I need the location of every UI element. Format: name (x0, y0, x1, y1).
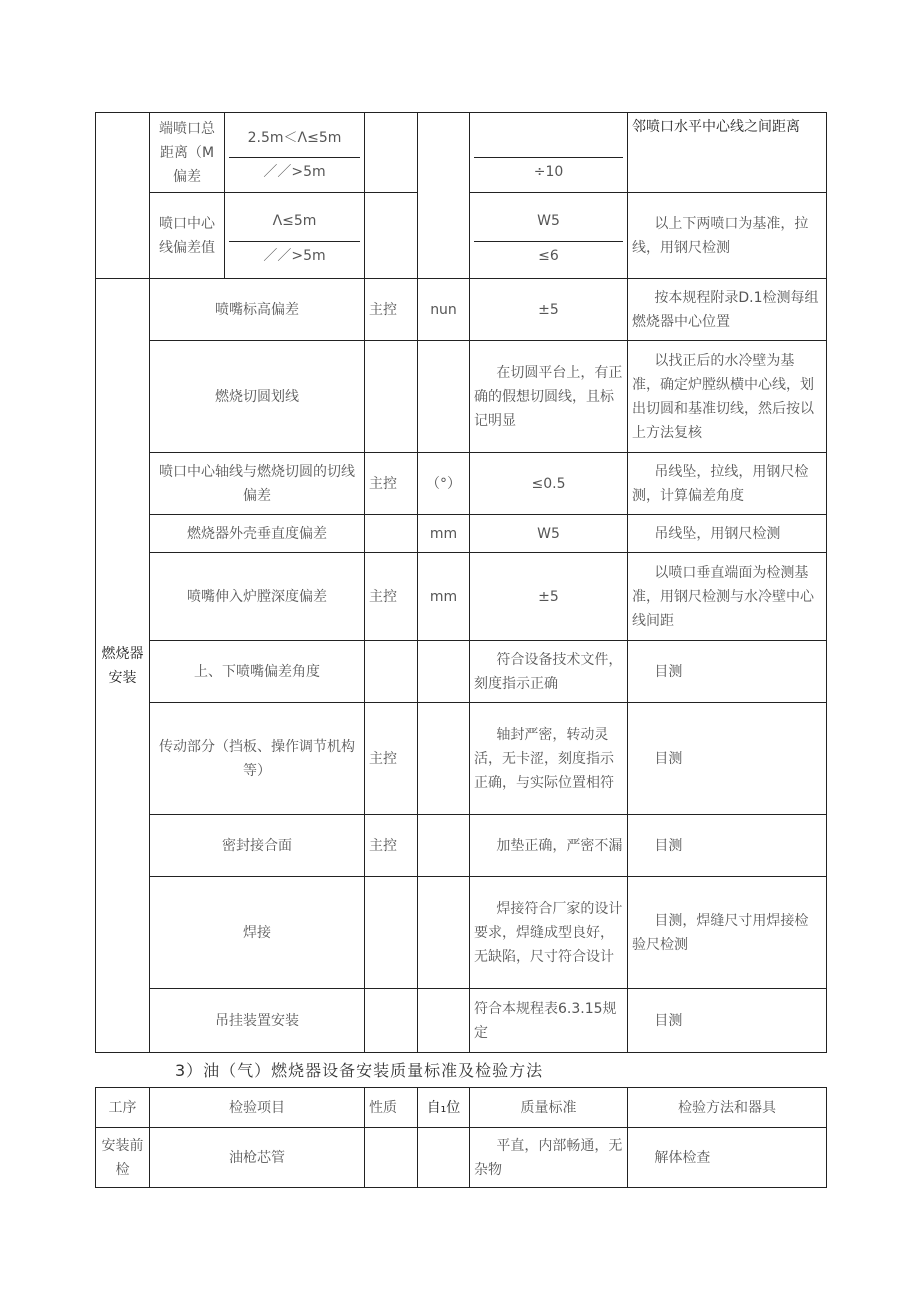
method-cell: 目测 (628, 641, 827, 703)
header-standard: 质量标准 (470, 1088, 628, 1128)
method-cell: 目测 (628, 703, 827, 815)
unit-cell-shared (418, 113, 470, 279)
standard-b: ≤6 (538, 247, 559, 264)
header-stage: 工序 (96, 1088, 150, 1128)
table-row (96, 113, 827, 193)
standard-cell: 符合本规程表6.3.15规定 (470, 989, 628, 1053)
nature-cell: 主控 (365, 815, 418, 877)
section-caption: 3）油（气）燃烧器设备安装质量标准及检验方法 (175, 1061, 544, 1080)
unit-cell: mm (418, 515, 470, 553)
nature-cell (365, 341, 418, 453)
nature-cell: 主控 (365, 703, 418, 815)
item-cell: 焊接 (150, 877, 365, 989)
table-row (96, 341, 827, 453)
method-cell: 目测，焊缝尺寸用焊接检验尺检测 (628, 877, 827, 989)
stage-cell (96, 279, 150, 1053)
unit-cell: mm (418, 553, 470, 641)
table-row (96, 877, 827, 989)
standard-cell: 在切圆平台上，有正确的假想切圆线，且标记明显 (470, 341, 628, 453)
unit-cell (418, 989, 470, 1053)
method-cell: 以上下两喷口为基准，拉线，用钢尺检测 (628, 193, 827, 279)
nature-cell (365, 193, 418, 279)
item-cell: 喷口中心轴线与燃烧切圆的切线偏差 (150, 453, 365, 515)
unit-cell (418, 877, 470, 989)
table-row (96, 1128, 827, 1188)
condition-b: ／／>5m (263, 163, 326, 180)
item-cell: 燃烧切圆划线 (150, 341, 365, 453)
standard-cell (470, 113, 628, 193)
item-cell: 燃烧器外壳垂直度偏差 (150, 515, 365, 553)
header-row (96, 1088, 827, 1128)
method-cell: 目测 (628, 989, 827, 1053)
stage-label-line1: 燃烧器 (101, 645, 144, 662)
table-row (96, 989, 827, 1053)
oil-gas-burner-table (95, 1087, 827, 1188)
standard-b: ÷10 (533, 163, 564, 180)
nature-cell (365, 877, 418, 989)
nature-cell: 主控 (365, 553, 418, 641)
item-cell: 吊挂装置安装 (150, 989, 365, 1053)
stage-cell-blank (96, 113, 150, 279)
header-nature: 性质 (365, 1088, 418, 1128)
item-cell: 喷嘴伸入炉膛深度偏差 (150, 553, 365, 641)
standard-a: W5 (474, 201, 623, 241)
unit-cell: （°） (418, 453, 470, 515)
unit-cell (418, 703, 470, 815)
condition-a: Λ≤5m (229, 201, 360, 241)
standard-cell: 焊接符合厂家的设计要求，焊缝成型良好，无缺陷，尺寸符合设计 (470, 877, 628, 989)
table-row (96, 815, 827, 877)
nature-cell (365, 515, 418, 553)
nature-cell: 主控 (365, 279, 418, 341)
item-cell: 密封接合面 (150, 815, 365, 877)
header-item: 检验项目 (150, 1088, 365, 1128)
nature-cell (365, 1128, 418, 1188)
standard-cell: 符合设备技术文件，刻度指示正确 (470, 641, 628, 703)
unit-cell (418, 815, 470, 877)
standard-cell: 平直，内部畅通，无杂物 (470, 1128, 628, 1188)
nature-cell: 主控 (365, 453, 418, 515)
table-row (96, 453, 827, 515)
method-cell: 吊线坠，用钢尺检测 (628, 515, 827, 553)
table-row (96, 553, 827, 641)
method-cell: 邻喷口水平中心线之间距离 (628, 113, 827, 193)
standard-cell: 轴封严密，转动灵活，无卡涩，刻度指示正确，与实际位置相符 (470, 703, 628, 815)
header-method: 检验方法和器具 (628, 1088, 827, 1128)
unit-cell (418, 341, 470, 453)
unit-cell (418, 1128, 470, 1188)
unit-cell (418, 641, 470, 703)
item-cell: 传动部分（挡板、操作调节机构等） (150, 703, 365, 815)
standard-cell (470, 193, 628, 279)
method-cell: 吊线坠，拉线，用钢尺检测，计算偏差角度 (628, 453, 827, 515)
method-cell: 按本规程附录D.1检测每组燃烧器中心位置 (628, 279, 827, 341)
table-row (96, 641, 827, 703)
standard-cell: ≤0.5 (470, 453, 628, 515)
nature-cell (365, 641, 418, 703)
header-unit: 自₁位 (418, 1088, 470, 1128)
condition-a: 2.5m＜Λ≤5m (229, 119, 360, 157)
item-cell: 端喷口总距离（M偏差 (150, 113, 225, 193)
condition-b: ／／>5m (263, 247, 326, 264)
table-row (96, 279, 827, 341)
item-cell: 喷嘴标高偏差 (150, 279, 365, 341)
item-cell: 上、下喷嘴偏差角度 (150, 641, 365, 703)
standard-cell: ±5 (470, 279, 628, 341)
unit-cell: nun (418, 279, 470, 341)
stage-cell: 安装前检 (96, 1128, 150, 1188)
method-cell: 以喷口垂直端面为检测基准，用钢尺检测与水冷壁中心线间距 (628, 553, 827, 641)
burner-installation-table (95, 112, 827, 1053)
nature-cell (365, 989, 418, 1053)
standard-cell: W5 (470, 515, 628, 553)
item-cell: 油枪芯管 (150, 1128, 365, 1188)
method-cell: 以找正后的水冷壁为基准，确定炉膛纵横中心线，划出切圆和基准切线，然后按以上方法复核 (628, 341, 827, 453)
table-row (96, 703, 827, 815)
condition-cell (225, 193, 365, 279)
standard-cell: ±5 (470, 553, 628, 641)
standard-cell: 加垫正确，严密不漏 (470, 815, 628, 877)
method-cell: 解体检查 (628, 1128, 827, 1188)
stage-label-line2: 安装 (108, 669, 137, 686)
nature-cell (365, 113, 418, 193)
table-row (96, 515, 827, 553)
condition-cell (225, 113, 365, 193)
method-cell: 目测 (628, 815, 827, 877)
item-cell: 喷口中心线偏差值 (150, 193, 225, 279)
